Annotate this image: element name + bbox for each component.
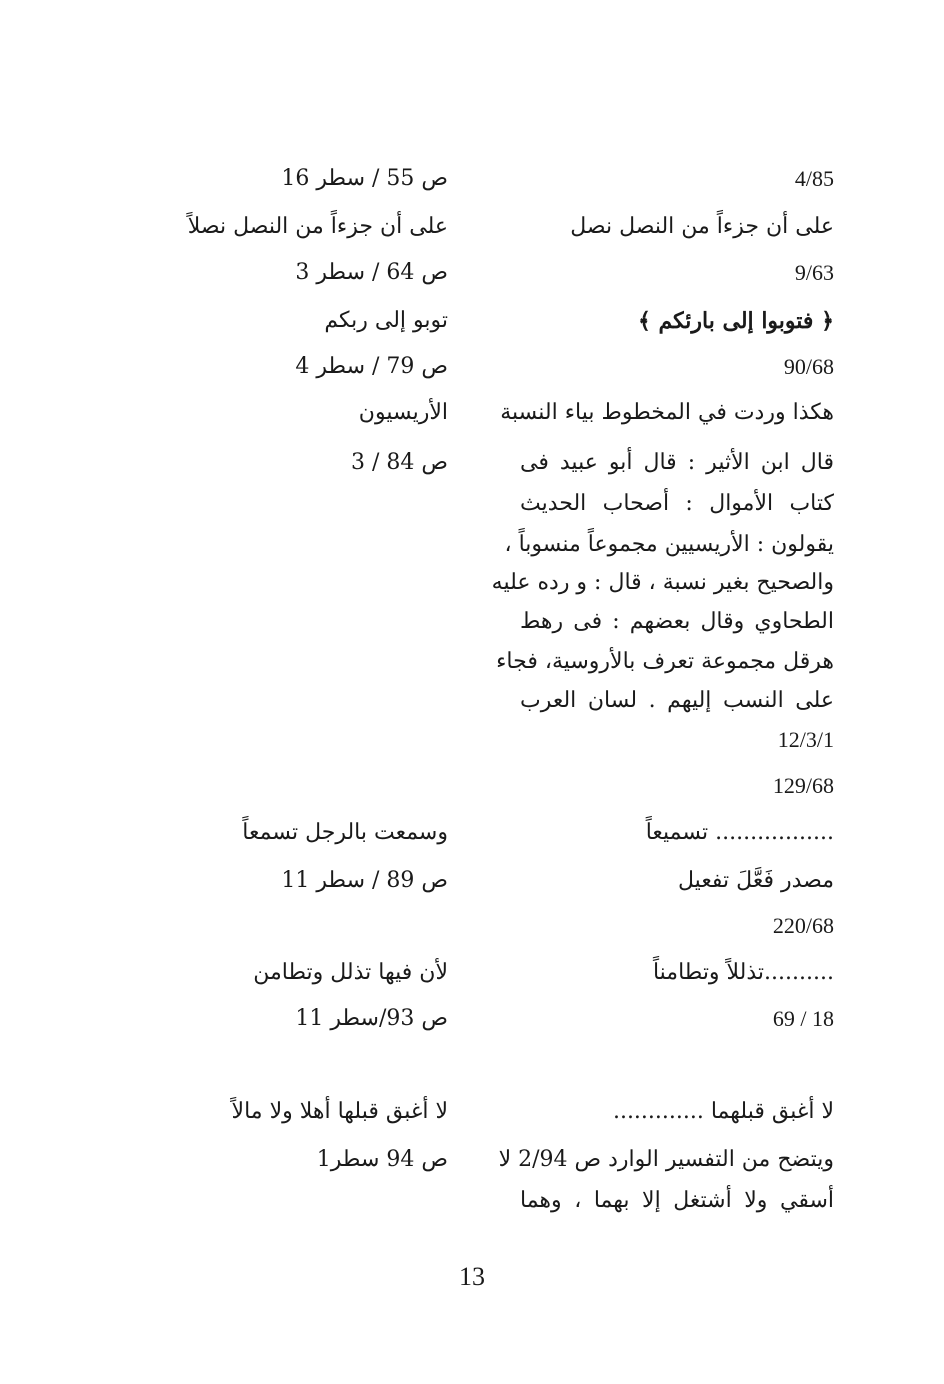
page-reference: 4/85 <box>794 166 834 191</box>
original-text: توبو إلى ربكم <box>324 308 448 333</box>
paragraph-line: كتاب الأموال : أصحاب الحديث <box>520 491 834 516</box>
paragraph-line: ويتضح من التفسير الوارد ص 2/94 لا <box>498 1147 834 1172</box>
original-text: على أن جزءاً من النصل نصلاً <box>187 214 448 239</box>
correction-text: ..........تذللاً وتطامناً <box>652 960 834 985</box>
page-reference: 90/68 <box>783 354 834 379</box>
page-reference: 9/63 <box>794 260 834 285</box>
line-reference: ص 89 / سطر 11 <box>281 868 448 893</box>
quran-verse: ﴿ فتوبوا إلى بارئكم ﴾ <box>637 308 834 334</box>
original-text: لا أغبق قبلها أهلا ولا مالاً <box>231 1099 448 1124</box>
line-reference: ص 55 / سطر 16 <box>281 166 448 191</box>
paragraph-line: هرقل مجموعة تعرف بالأروسية، فجاء <box>496 649 834 674</box>
paragraph-line: الطحاوي وقال بعضهم : فى رهط <box>520 609 834 634</box>
page-reference: 18 / 69 <box>772 1006 834 1031</box>
paragraph-line: يقولون : الأريسيين مجموعاً منسوباً ، <box>504 532 834 557</box>
original-text: الأريسيون <box>358 400 448 425</box>
paragraph-line: على النسب إليهم . لسان العرب <box>520 688 834 713</box>
line-reference: ص 64 / سطر 3 <box>295 260 448 285</box>
paragraph-line: أسقي ولا أشتغل إلا بهما ، وهما <box>520 1188 834 1213</box>
line-reference: ص 79 / سطر 4 <box>295 354 448 379</box>
line-reference: ص 93/سطر 11 <box>295 1006 448 1031</box>
paragraph-line: قال ابن الأثير : قال أبو عبيد فى <box>520 450 834 475</box>
page-reference: 129/68 <box>772 773 834 798</box>
correction-text: ................. تسميعاً <box>645 820 834 845</box>
paragraph-line: 12/3/1 <box>777 727 834 752</box>
page-reference: 220/68 <box>772 913 834 938</box>
correction-text: هكذا وردت في المخطوط بياء النسبة <box>500 400 834 425</box>
original-text: لأن فيها تذلل وتطامن <box>253 960 448 985</box>
line-reference: ص 94 سطر1 <box>316 1147 448 1172</box>
paragraph-line: والصحيح بغير نسبة ، قال : و رده عليه <box>491 570 834 595</box>
correction-text: على أن جزءاً من النصل نصل <box>570 214 834 239</box>
correction-text: لا أغبق قبلهما ............. <box>612 1099 834 1124</box>
correction-text: مصدر فَعَّلَ تفعيل <box>678 868 834 893</box>
page-number: 13 <box>459 1262 485 1291</box>
line-reference: ص 84 / 3 <box>351 450 448 475</box>
original-text: وسمعت بالرجل تسمعاً <box>242 820 448 845</box>
